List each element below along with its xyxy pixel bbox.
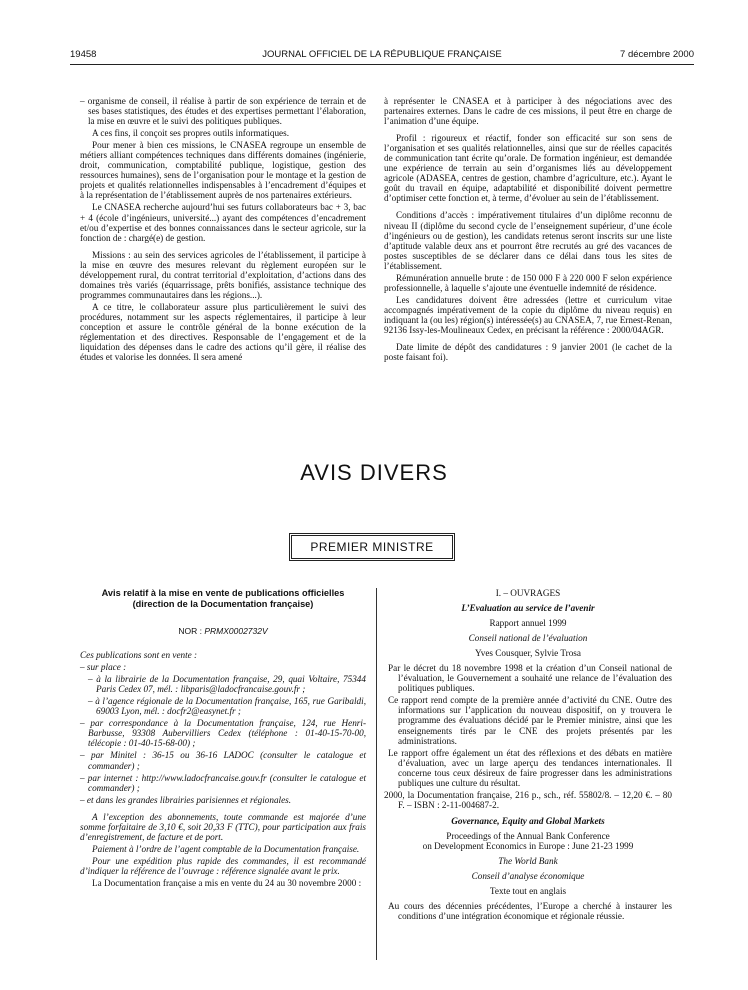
book-language: Texte tout en anglais: [489, 886, 567, 897]
journal-title: JOURNAL OFFICIEL DE LA RÉPUBLIQUE FRANÇAISE: [262, 49, 502, 60]
paragraph: Missions : au sein des services agricoles de l’établissement, il participe à la mise en œuvre des mesures relevant du règlement européen sur le développement rural, du contrat territorial d’exploitation, d’actions dans des domaines très variés (équarrissage, prêts bonifiés, assistance technique des programmes communautaires dans les régions...).: [80, 249, 366, 300]
list-item: – à l’agence régionale de la Documentation française, 165, rue Garibaldi, 69003 Lyon, mél. : docfr2@easynet.fr ;: [88, 696, 366, 717]
paragraph: Ce rapport rend compte de la première année d’activité du CNE. Outre des informations sur l’application du nouveau dispositif, on y trouvera le programme des évaluations décidé par le Premier ministre, ainsi que les enseignements tirés par le CNE des projets présentés par les administrations.: [388, 695, 672, 746]
paragraph: Le rapport offre également un état des réflexions et des débats en matière d’évaluation, avec un large aperçu des tendances internationales. Il concerne tous ceux désireux de faire progresser dans les administrations publiques une culture du résultat.: [388, 747, 672, 788]
nor-value: PRMX0002732V: [204, 626, 268, 636]
book-subtitle: on Development Economics in Europe : June 21-23 1999: [422, 840, 634, 851]
paragraph: Conditions d’accès : impérativement titulaires d’un diplôme reconnu de niveau II (diplôme du second cycle de l’enseignement supérieur, d’une école d’ingénieurs ou de gestion), les candidats retenus seront inscrits sur une liste d’aptitude valable deux ans et pourront être recrutés au gré des vacances de postes susceptibles de se déclarer dans ce délai dans tous les sites de l’établissement.: [384, 210, 672, 271]
book-title: Governance, Equity and Global Markets: [451, 815, 605, 826]
top-left-column: [80, 96, 366, 364]
book-organization: Conseil d’analyse économique: [471, 871, 585, 882]
avis-title-line: (direction de la Documentation française): [132, 598, 314, 609]
book-subtitle: Proceedings of the Annual Bank Conference: [446, 830, 610, 841]
paragraph: Pour une expédition plus rapide des commandes, il est recommandé d’indiquer la référence de l’ouvrage : référence signalée avant le prix.: [80, 855, 366, 876]
paragraph: Date limite de dépôt des candidatures : 9 janvier 2001 (le cachet de la poste faisant foi).: [384, 342, 672, 363]
ouvrages-heading: I. – OUVRAGES: [495, 588, 561, 598]
header-rule: [70, 64, 694, 65]
ouvrages-column: [384, 588, 672, 923]
section-title: AVIS DIVERS: [300, 460, 448, 485]
list-item: – sur place :: [80, 662, 127, 673]
page-number: 19458: [70, 49, 97, 60]
book-organization: Conseil national de l’évaluation: [468, 633, 588, 644]
page-header: [70, 49, 694, 63]
book-reference: 2000, la Documentation française, 216 p., sch., réf. 55802/8. – 12,20 €. – 80 F. – ISBN : 2-11-004687-2.: [384, 789, 672, 810]
paragraph: A ce titre, le collaborateur assure plus particulièrement le suivi des procédures, notamment sur les aspects réglementaires, il participe à leur conception et assure le contrôle général de la bonne exécution de la réglementation et des directives. Responsable de l’engagement et de la liquidation des dépenses dans le cadre des actions qu’il gère, il réalise des études et valorise les données. Il sera amené: [80, 301, 366, 363]
list-item: – par Minitel : 36-15 ou 36-16 LADOC (consulter le catalogue et commander) ;: [80, 750, 366, 771]
paragraph: A ces fins, il conçoit ses propres outils informatiques.: [92, 128, 289, 139]
avis-column: [80, 588, 366, 890]
paragraph: Pour mener à bien ces missions, le CNASEA regroupe un ensemble de métiers alliant compétences techniques dans différents domaines (ingénierie, droit, communication, comptabilité publique, logistique, gestion des ressources humaines), sens de l’organisation pour le montage et la gestion de projets et qualités relationnelles indispensables à l’encadrement d’équipes et à la représentation de l’établissement auprès de nos partenaires extérieurs.: [80, 140, 366, 201]
list-item: – à la librairie de la Documentation française, 29, quai Voltaire, 75344 Paris Cedex 07, mél. : libparis@ladocfrancaise.gouv.fr ;: [88, 674, 366, 695]
paragraph: Au cours des décennies précédentes, l’Europe a cherché à instaurer les conditions d’une intégration économique et régionale réussie.: [388, 901, 672, 922]
paragraph: Paiement à l’ordre de l’agent comptable de la Documentation française.: [92, 843, 360, 854]
paragraph: Les candidatures doivent être adressées (lettre et curriculum vitae accompagnés impérativement de la copie du diplôme du niveau requis) en indiquant la (ou les) région(s) intéressée(s) au CNASEA, 7, rue Ernest-Renan, 92136 Issy-les-Moulineaux Cedex, en précisant la référence : 2000/04AGR.: [384, 294, 672, 335]
paragraph: Ces publications sont en vente :: [80, 650, 198, 661]
nor-label: NOR :: [178, 626, 202, 636]
book-organization: The World Bank: [498, 856, 558, 867]
list-item: – par internet : http://www.ladocfrancaise.gouv.fr (consulter le catalogue et commander) ;: [80, 772, 366, 793]
book-title: L’Evaluation au service de l’avenir: [461, 603, 595, 614]
column-divider: [376, 588, 377, 960]
avis-title: [80, 588, 366, 609]
book-subtitle: Rapport annuel 1999: [489, 618, 567, 629]
paragraph: Profil : rigoureux et réactif, fonder son efficacité sur son sens de l’organisation et ses qualités relationnelles, ainsi que sur de réelles capacités de communication tant écrite qu’orale. De formation ingénieur, est demandée une expérience de terrain au sein d’organismes liés au développement agricole (ADASEA, centres de gestion, chambre d’agriculture, etc.). Ayant le goût du travail en équipe, adaptabilité et disponibilité doivent permettre d’optimiser cette fonction et, à terme, d’évoluer au sein de l’établissement.: [384, 133, 672, 204]
avis-title-line: Avis relatif à la mise en vente de publications officielles: [101, 588, 345, 598]
list-item: – et dans les grandes librairies parisiennes et régionales.: [80, 794, 292, 805]
list-item: – par correspondance à la Documentation française, 124, rue Henri-Barbusse, 93308 Aubervilliers Cedex (téléphone : 01-40-15-70-00, télécopie : 01-40-15-68-00) ;: [80, 718, 366, 749]
book-authors: Yves Cousquer, Sylvie Trosa: [475, 648, 581, 659]
paragraph: A l’exception des abonnements, toute commande est majorée d’une somme forfaitaire de 3,10 €, soit 20,33 F (TTC), pour participation aux frais d’enregistrement, de facture et de port.: [80, 811, 366, 842]
top-right-column: [384, 96, 672, 364]
ministry-box: PREMIER MINISTRE: [289, 533, 455, 561]
paragraph: – organisme de conseil, il réalise à partir de son expérience de terrain et de ses bases statistiques, des études et des expertises permettant l’élaboration, la mise en œuvre et le suivi des politiques publiques.: [80, 96, 366, 127]
paragraph: Le CNASEA recherche aujourd’hui ses futurs collaborateurs bac + 3, bac + 4 (école d’ingénieurs, université...) ayant des compétences d’encadrement et/ou d’expertise et des bonnes connaissances dans le secteur agricole, sur la fonction de : chargé(e) de gestion.: [80, 202, 366, 243]
issue-date: 7 décembre 2000: [620, 49, 694, 60]
paragraph: à représenter le CNASEA et à participer à des négociations avec des partenaires externes. Dans le cadre de ces missions, il peut être en charge de l’animation d’une équipe.: [384, 96, 672, 127]
nor-reference: [80, 626, 366, 636]
paragraph: Rémunération annuelle brute : de 150 000 F à 220 000 F selon expérience professionnelle, à laquelle s’ajoute une éventuelle indemnité de résidence.: [384, 272, 672, 293]
paragraph: Par le décret du 18 novembre 1998 et la création d’un Conseil national de l’évaluation, le Gouvernement a souhaité une relance de l’évaluation des politiques publiques.: [388, 663, 672, 694]
paragraph: La Documentation française a mis en vente du 24 au 30 novembre 2000 :: [92, 877, 362, 888]
